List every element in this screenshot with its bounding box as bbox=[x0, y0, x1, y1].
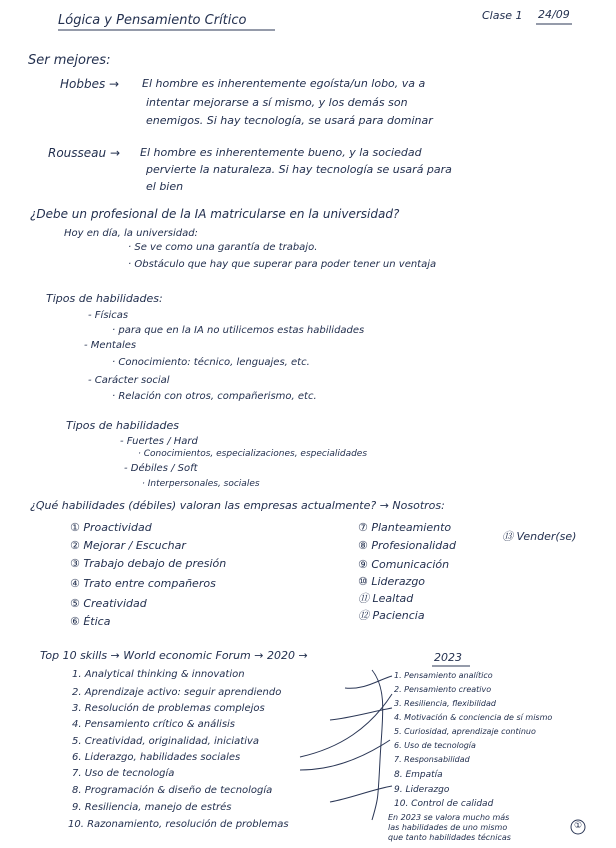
list-item: 4. Pensamiento crítico & análisis bbox=[72, 719, 236, 730]
class-label: Clase 1 bbox=[482, 9, 523, 22]
tipos1-heading: Tipos de habilidades: bbox=[46, 292, 163, 305]
class-date: 24/09 bbox=[538, 8, 570, 21]
list-item: 10. Control de calidad bbox=[394, 799, 494, 809]
list-item: 6. Uso de tecnología bbox=[394, 741, 476, 750]
top10-year-2023: 2023 bbox=[434, 651, 462, 664]
page-title: Lógica y Pensamiento Crítico bbox=[58, 13, 247, 28]
list-item: 1. Analytical thinking & innovation bbox=[72, 669, 245, 680]
ser-heading: Ser mejores: bbox=[28, 53, 111, 68]
hobbes-name: Hobbes → bbox=[60, 77, 120, 91]
rousseau-line-1: El hombre es inherentemente bueno, y la sociedad bbox=[140, 146, 422, 159]
top10-note-3: que tanto habilidades técnicas bbox=[388, 833, 511, 842]
skill-item: ⑪ Lealtad bbox=[358, 592, 414, 605]
top10-note-2: las habilidades de uno mismo bbox=[388, 823, 508, 832]
skill-item: ⑤ Creatividad bbox=[70, 597, 147, 610]
list-item: 10. Razonamiento, resolución de problemas bbox=[68, 819, 289, 830]
hobbes-line-1: El hombre es inherentemente egoísta/un lobo, va a bbox=[142, 77, 426, 90]
q1-question: ¿Debe un profesional de la IA matricularse en la universidad? bbox=[30, 207, 400, 221]
list-item: 2. Aprendizaje activo: seguir aprendiendo bbox=[72, 687, 282, 698]
skill-item: ⑦ Planteamiento bbox=[358, 521, 452, 534]
skill-item: ④ Trato entre compañeros bbox=[70, 577, 216, 590]
tipos2-heading: Tipos de habilidades bbox=[66, 419, 180, 432]
connector-arrow-3 bbox=[300, 740, 390, 770]
skill-item: ③ Trabajo debajo de presión bbox=[70, 557, 227, 570]
rousseau-line-2: pervierte la naturaleza. Si hay tecnología se usará para bbox=[146, 163, 452, 176]
list-item: 9. Resiliencia, manejo de estrés bbox=[72, 802, 232, 813]
skill-item: ⑩ Liderazgo bbox=[358, 575, 426, 588]
list-item: 5. Creatividad, originalidad, iniciativa bbox=[72, 736, 260, 747]
tipos1-mentales: - Mentales bbox=[84, 340, 137, 351]
list-item: 7. Uso de tecnología bbox=[72, 768, 175, 779]
tipos2-debiles: - Débiles / Soft bbox=[124, 463, 198, 474]
list-item: 9. Liderazgo bbox=[394, 785, 450, 795]
top10-heading: Top 10 skills → World economic Forum → 2020 → bbox=[40, 649, 308, 662]
hobbes-line-2: intentar mejorarse a sí mismo, y los demás son bbox=[146, 96, 408, 109]
tipos2-fuertes-note: · Conocimientos, especializaciones, especialidades bbox=[138, 449, 368, 459]
skill-item: ⑥ Ética bbox=[70, 615, 111, 628]
tipos1-social: - Carácter social bbox=[88, 375, 170, 386]
list-item: 7. Responsabilidad bbox=[394, 755, 470, 764]
connector-curve-1 bbox=[372, 670, 383, 820]
tipos1-mentales-note: · Conocimiento: técnico, lenguajes, etc. bbox=[112, 357, 310, 368]
tipos1-fisicas-note: · para que en la IA no utilicemos estas habilidades bbox=[112, 325, 365, 336]
list-item: 2. Pensamiento creativo bbox=[394, 685, 492, 694]
q1-line: Hoy en día, la universidad: bbox=[64, 228, 198, 239]
connector-arrow-4 bbox=[330, 786, 392, 802]
list-item: 8. Empatía bbox=[394, 770, 443, 780]
list-item: 5. Curiosidad, aprendizaje continuo bbox=[394, 727, 536, 736]
skill-item: ② Mejorar / Escuchar bbox=[70, 539, 186, 552]
top10-note-1: En 2023 se valora mucho más bbox=[388, 813, 510, 822]
page-number: ① bbox=[574, 821, 583, 831]
list-item: 1. Pensamiento analítico bbox=[394, 671, 493, 680]
skill-item: ① Proactividad bbox=[70, 521, 152, 534]
list-item: 3. Resolución de problemas complejos bbox=[72, 703, 265, 714]
tipos1-social-note: · Relación con otros, compañerismo, etc. bbox=[112, 391, 317, 402]
skill-item: ⑨ Comunicación bbox=[358, 558, 450, 571]
list-item: 4. Motivación & conciencia de sí mismo bbox=[394, 713, 553, 722]
tipos2-fuertes: - Fuertes / Hard bbox=[120, 436, 198, 447]
tipos2-debiles-note: · Interpersonales, sociales bbox=[142, 479, 260, 489]
connector-arrow-1 bbox=[345, 676, 392, 688]
tipos1-fisicas: - Físicas bbox=[88, 310, 129, 321]
list-item: 6. Liderazgo, habilidades sociales bbox=[72, 752, 241, 763]
skill-item: ⑬ Vender(se) bbox=[502, 530, 577, 543]
q1-bullet-1: · Se ve como una garantía de trabajo. bbox=[128, 242, 318, 253]
q1-bullet-2: · Obstáculo que hay que superar para poder tener un ventaja bbox=[128, 259, 437, 270]
skill-item: ⑫ Paciencia bbox=[358, 609, 425, 622]
list-item: 8. Programación & diseño de tecnología bbox=[72, 785, 273, 796]
list-item: 3. Resiliencia, flexibilidad bbox=[394, 699, 496, 708]
rousseau-name: Rousseau → bbox=[48, 146, 120, 160]
hobbes-line-3: enemigos. Si hay tecnología, se usará para dominar bbox=[146, 114, 433, 127]
q2-question: ¿Qué habilidades (débiles) valoran las empresas actualmente? → Nosotros: bbox=[30, 499, 445, 512]
rousseau-line-3: el bien bbox=[146, 180, 184, 193]
skill-item: ⑧ Profesionalidad bbox=[358, 539, 456, 552]
